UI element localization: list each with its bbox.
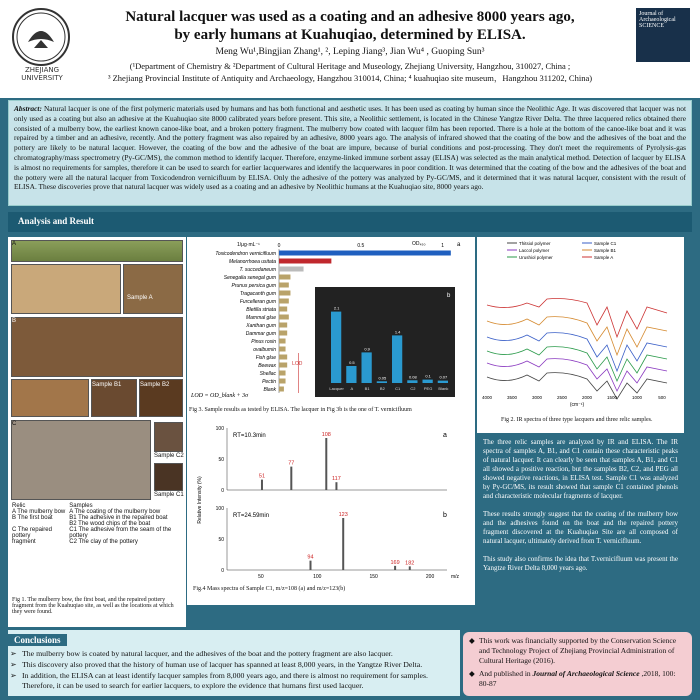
elisa-category-label: Blank	[263, 387, 276, 393]
elisa-category-label: Senegalia senegal gum	[223, 275, 276, 281]
abstract-box	[8, 100, 692, 206]
sample-b1-label: Sample B1	[92, 382, 122, 388]
sample-a-label: Sample A	[127, 295, 153, 301]
inset-category-label: A	[350, 386, 354, 391]
university-name: ZHEJIANG UNIVERSITY	[21, 66, 63, 82]
publication-item	[469, 669, 686, 689]
affiliation-line2: ³ Zhejiang Provincial Institute of Antiquity and Archaeology, Hangzhou 310014, China; ⁴ kuahuqiao site museum，Hangzhou 311202, China)	[107, 73, 593, 83]
ms-peak-label: 182	[405, 560, 415, 567]
acknowledgement-box	[463, 632, 692, 696]
ir-tick-label: 1000	[631, 395, 643, 400]
ir-x-label: (cm⁻¹)	[569, 402, 585, 407]
ir-tick-label: 2500	[556, 395, 568, 400]
figure-1-panel	[8, 237, 186, 627]
inset-data-label: 0.05	[378, 375, 387, 381]
panel-b-label: b	[447, 293, 451, 299]
ms-x-tick: 200	[425, 574, 435, 580]
relic-table-cell: A The mulberry bow	[12, 509, 66, 515]
elisa-category-label: Beewax	[258, 363, 276, 369]
ms-panel-label: b	[443, 512, 447, 519]
elisa-category-label: Dammar gum	[245, 331, 276, 337]
figure-1-caption: Fig 1. The mulberry bow, the first boat, and the repaired pottery fragment from the Kuahuqiao site, as well as the locations at which they were found.	[12, 597, 174, 615]
sample-a-photo	[123, 264, 183, 314]
ir-tick-label: 3000	[531, 395, 543, 400]
ms-peak-label: 94	[307, 554, 314, 561]
relic-table-cell: C1 The adhesive from the seam of the pottery	[69, 527, 172, 539]
conclusion-item: ➢ This discovery also proved that the history of human use of lacquer has spanned at least 8,000 years, in the Yangtze River Delta.	[8, 660, 460, 670]
ms-peak-label: 77	[288, 460, 295, 467]
inset-data-label: 0.07	[439, 374, 448, 380]
inset-bar	[346, 366, 356, 383]
abstract-label: Abstract:	[14, 104, 42, 113]
elisa-category-label: Toxicodendron vernicifluum	[215, 251, 276, 257]
elisa-bar	[279, 307, 287, 312]
elisa-bar	[279, 291, 290, 296]
elisa-od-label: OD₄₅₀	[412, 241, 426, 247]
ms-x-tick: 150	[369, 574, 378, 580]
figure-2-caption: Fig 2. IR spectra of three type lacquers and three relic samples.	[501, 417, 653, 423]
lod-formula: LOD = OD_blank + 3σ	[191, 393, 249, 399]
elisa-bar	[279, 251, 451, 256]
inset-category-label: C1	[395, 386, 401, 391]
panel-a-label: a	[457, 242, 461, 248]
elisa-bar	[279, 347, 286, 352]
poster-header	[0, 0, 700, 98]
elisa-bar	[279, 387, 284, 392]
elisa-bar	[279, 363, 287, 368]
inset-data-label: 0.5	[349, 360, 355, 365]
elisa-bar	[279, 355, 287, 360]
relic-table-cell: fragment	[12, 539, 36, 545]
ms-peak-label: 123	[338, 512, 348, 518]
ms-x-label: m/z	[451, 574, 460, 580]
inset-category-label: Lacquer	[329, 386, 344, 391]
relic-table-cell: B1 The adhesive in the repaired boat	[69, 515, 168, 521]
ms-retention-time: RT=24.59min	[233, 513, 270, 519]
ir-legend-label: Sample A	[594, 255, 614, 260]
ms-y-tick: 0	[221, 568, 224, 574]
ir-legend-label: Laccol polymer	[519, 248, 550, 253]
relic-table-row	[12, 539, 184, 545]
boat-detail-photo	[11, 379, 89, 417]
ms-y-label: Relative Intensity (%)	[197, 476, 203, 524]
sample-b2-photo	[139, 379, 183, 417]
elisa-tick: 0	[277, 243, 281, 249]
conclusion-item: ➢ The mulberry bow is coated by natural lacquer, and the adhesives of the boat and the pottery fragment are also lacquer.	[8, 649, 460, 659]
results-paragraph-3: This study also confirms the idea that T.vernicifluum was present the Yangtze River Delta 8,000 years ago.	[483, 555, 678, 572]
section-title: Analysis and Result	[8, 212, 692, 232]
sample-c1-label: Sample C1	[154, 492, 184, 498]
inset-category-label: B2	[379, 386, 385, 391]
ms-y-tick: 100	[215, 506, 224, 512]
ms-y-tick: 50	[218, 537, 224, 543]
relic-table	[12, 503, 184, 545]
inset-bar	[423, 380, 433, 383]
conclusions-box	[8, 630, 460, 696]
bow-detail-photo	[11, 264, 121, 314]
inset-bar	[362, 352, 372, 383]
ms-x-tick: 50	[258, 574, 264, 580]
ms-panel-label: a	[443, 432, 447, 439]
sample-c2-label: Sample C2	[154, 453, 184, 459]
elisa-bar	[279, 259, 331, 264]
publication-prefix: And published in	[479, 669, 533, 678]
poster-title-line1: Natural lacquer was used as a coating and an adhesive 8000 years ago,	[125, 9, 575, 25]
label-a: A	[12, 241, 17, 247]
conclusions-title: Conclusions	[8, 634, 67, 646]
inset-bar	[377, 381, 387, 383]
university-logo	[12, 8, 70, 66]
elisa-category-label: Shellac	[259, 371, 276, 377]
elisa-bar	[279, 267, 304, 272]
ms-y-tick: 0	[221, 488, 224, 494]
elisa-bar	[279, 379, 286, 384]
inset-data-label: 2.1	[333, 305, 340, 311]
inset-bar	[331, 312, 341, 383]
sample-b2-label: Sample B2	[140, 382, 170, 388]
elisa-category-label: ovalbumin	[253, 347, 276, 353]
elisa-category-label: Mammal glue	[245, 315, 276, 321]
elisa-bar	[279, 299, 289, 304]
table-header-samples: Samples	[69, 503, 93, 509]
label-b: B	[12, 318, 17, 324]
relic-table-row	[12, 527, 184, 539]
elisa-category-label: Melanorrhoea usitata	[229, 259, 276, 265]
elisa-bar	[279, 371, 286, 376]
results-paragraph-2: These results strongly suggest that the coating of the mulberry bow and the adhesives found on the boat and the repaired pottery fragment discovered at the Kuahuqiao Site are all composed of natural lacquer, ultimately derived from T. vernicifluum.	[483, 510, 678, 545]
figure-2-panel	[477, 237, 684, 433]
elisa-bar	[279, 323, 287, 328]
elisa-category-label: T. succedaneum	[239, 267, 276, 273]
figure-4-caption: Fig.4 Mass spectra of Sample C1, m/z=108 (a) and m/z=123(b)	[193, 586, 346, 592]
sample-c1-photo	[154, 463, 183, 491]
ir-legend-label: Sample B1	[594, 248, 617, 253]
inset-bar	[438, 381, 448, 383]
ir-tick-label: 3500	[506, 395, 518, 400]
affiliation-line1: (¹Department of Chemistry & ²Department of Cultural Heritage and Museology, Zhejiang University, Hangzhou, 310027, China ;	[129, 61, 571, 71]
elisa-x-unit: 1/μg·mL⁻¹	[237, 242, 260, 248]
ms-retention-time: RT=10.3min	[233, 433, 266, 439]
abstract-text: Natural lacquer is one of the first polymeric materials used by humans and has both functional and aesthetic uses. It has been used as coating by human since the Neolithic Age. It was discovered that lacquer was not only used as a coating but also an adhesive at the Kuahuqiao site 8000 calibrated years before present. This site, a Neolithic settlement, is located in the Chinese Yangtze River Delta. The three lacquered relics obtained there consisted of a mulberry bow, the earliest known canoe-like boat, and a broken pottery fragment. The mulberry bow coated with lacquer film has been reported. There is a hole at the bottom of the canoe-like boat and it was repaired by a timber and an adhesive, recently. And the pottery fragment was also repaired by an adhesive, 8000 years ago. The analysis of infrared showed that the coating of the bow and the adhesives of the boat and the pottery are likely to be natural lacquer. However, the coating of the bow and the adhesive of the boat are impure, because of burial conditions and post-processing. They don't meet the requirements of Pyrolysis-gas chromatography/mass spectrometry (Py-GC/MS), the common method to identify lacquer. Therefore, enzyme-linked immune sorbent assay (ELISA) was selected as the main analytical method. Detection of lacquer by ELISA is almost no requirements for samples, therefore it can be used to search for earlier lacquerwares and identify the lacquerwares in poor condition. It was determined that the coating of the bow and the adhesives of the boat and the pottery were all the natural lacquer from Toxicodendron vernicifluum by ELISA. Only the adhesive of the pottery was analyzed by Py-GC/MS, and it determined that it was natural lacquer, consistent with the result of ELISA. These discoveries prove that natural lacquer was widely used as a coating and an adhesive by Neolithic humans at the Kuahuqiao site, 8000 years ago.	[14, 104, 687, 192]
acknowledgement-item: ◆ This work was financially supported by the Conservation Science and Technology Project of Zhejiang Provincial Administration of Cultural Heritage (2016).	[469, 636, 686, 666]
affiliations	[60, 60, 640, 84]
ms-peak-label: 169	[390, 559, 400, 566]
inset-category-label: PEG	[423, 386, 433, 391]
ms-x-tick: 100	[313, 574, 322, 580]
ms-peak-label: 117	[332, 476, 341, 483]
ir-tick-label: 2000	[581, 395, 593, 400]
ir-tick-label: 4000	[481, 395, 493, 400]
ir-legend-label: Thitsiol polymer	[519, 241, 551, 246]
ir-spectra-chart	[477, 237, 684, 407]
elisa-bar	[279, 275, 290, 280]
elisa-bar	[279, 339, 286, 344]
ir-tick-label: 500	[658, 395, 666, 400]
ms-y-tick: 100	[215, 426, 224, 432]
journal-cover: Journal of Archaeological SCIENCE	[636, 8, 690, 62]
lod-label: LOD	[292, 361, 303, 367]
inset-category-label: C2	[410, 386, 416, 391]
inset-category-label: B1	[364, 386, 370, 391]
elisa-category-label: Furcelleran gum	[239, 299, 276, 305]
relic-table-cell: B2 The wood chips of the boat	[69, 521, 151, 527]
elisa-bar	[279, 283, 289, 288]
pottery-photo	[11, 420, 151, 500]
elisa-bar	[279, 331, 287, 336]
elisa-category-label: Tragacanth gum	[239, 291, 276, 297]
inset-data-label: 1.4	[394, 329, 401, 335]
ir-legend-label: Urushiol polymer	[519, 255, 553, 260]
elisa-tick: 1	[441, 243, 445, 249]
elisa-category-label: Prunus persica gum	[231, 283, 276, 289]
mulberry-bow-photo	[11, 240, 183, 262]
conclusion-item: ➢ In addition, the ELISA can at least identify lacquer samples from 8,000 years ago, and there is almost no requirement for samples. Therefore, it can be used to search for earlier lacquers, to explore the evidence that humans first used lacquer.	[8, 671, 460, 691]
ms-y-tick: 50	[218, 457, 224, 463]
inset-category-label: Blank	[438, 386, 449, 391]
poster-title-line2: by early humans at Kuahuqiao, determined by ELISA.	[174, 27, 526, 43]
ir-legend-label: Sample C1	[594, 241, 617, 246]
sample-c2-photo	[154, 422, 183, 452]
inset-data-label: 0.08	[408, 374, 417, 380]
figure-3-caption: Fig 3. Sample results as tested by ELISA. The lacquer in Fig 3b is the one of T. vernicifluum	[189, 407, 412, 413]
boat-photo	[11, 317, 183, 377]
elisa-category-label: Pinus rosin	[251, 339, 276, 345]
label-c: C	[12, 421, 17, 427]
results-discussion	[477, 434, 684, 626]
figure-4-panel	[187, 420, 475, 605]
elisa-category-label: Fish glue	[255, 355, 276, 361]
ir-tick-label: 1500	[606, 395, 618, 400]
relic-table-cell: A The coating of the mulberry bow	[69, 509, 161, 515]
inset-data-label: 0.1	[425, 373, 431, 379]
table-header-relic: Relic	[12, 503, 26, 509]
sample-b1-photo	[91, 379, 137, 417]
results-paragraph-1: The three relic samples are analyzed by IR and ELISA. The IR spectra of samples A, B1, and C1 contain these characteristic peaks of natural lacquer. It can clearly be seen that samples A, B1, and C1 all showed a positive reaction, but the samples B2, C2, and PEG all showed negative reactions, in ELISA test. Sample C1 was analyzed by Py-GC/MS, its result showed that sample C1 contained phenols and characteristic molecular fragments of lacquer.	[483, 438, 678, 500]
relic-table-cell: B The first boat	[12, 515, 53, 521]
elisa-tick: 0.5	[357, 243, 365, 249]
elisa-category-label: Pectin	[262, 379, 276, 385]
relic-table-cell: C2 The clay of the pottery	[69, 539, 138, 545]
publication-journal: Journal of Archaeological Science	[532, 669, 640, 678]
authors: Meng Wu¹,Bingjian Zhang¹, ², Leping Jiang³, Jian Wu⁴ , Guoping Sun³	[215, 47, 485, 57]
inset-data-label: 0.9	[364, 346, 370, 352]
publication-suffix: ,2018, 100: 80-87	[479, 669, 676, 688]
elisa-bar	[279, 315, 289, 320]
elisa-category-label: Xanthan gum	[246, 323, 276, 329]
inset-bar	[407, 380, 417, 383]
mass-spectra-chart	[187, 420, 475, 585]
figure-3-panel	[187, 237, 475, 420]
inset-bar	[392, 335, 402, 383]
ms-peak-label: 108	[321, 432, 331, 438]
university-emblem-icon	[14, 10, 68, 64]
elisa-category-label: Bletilla striata	[246, 307, 276, 313]
elisa-chart	[187, 237, 475, 405]
relic-table-cell: C The repaired pottery	[12, 527, 52, 539]
ms-peak-label: 51	[258, 473, 266, 480]
